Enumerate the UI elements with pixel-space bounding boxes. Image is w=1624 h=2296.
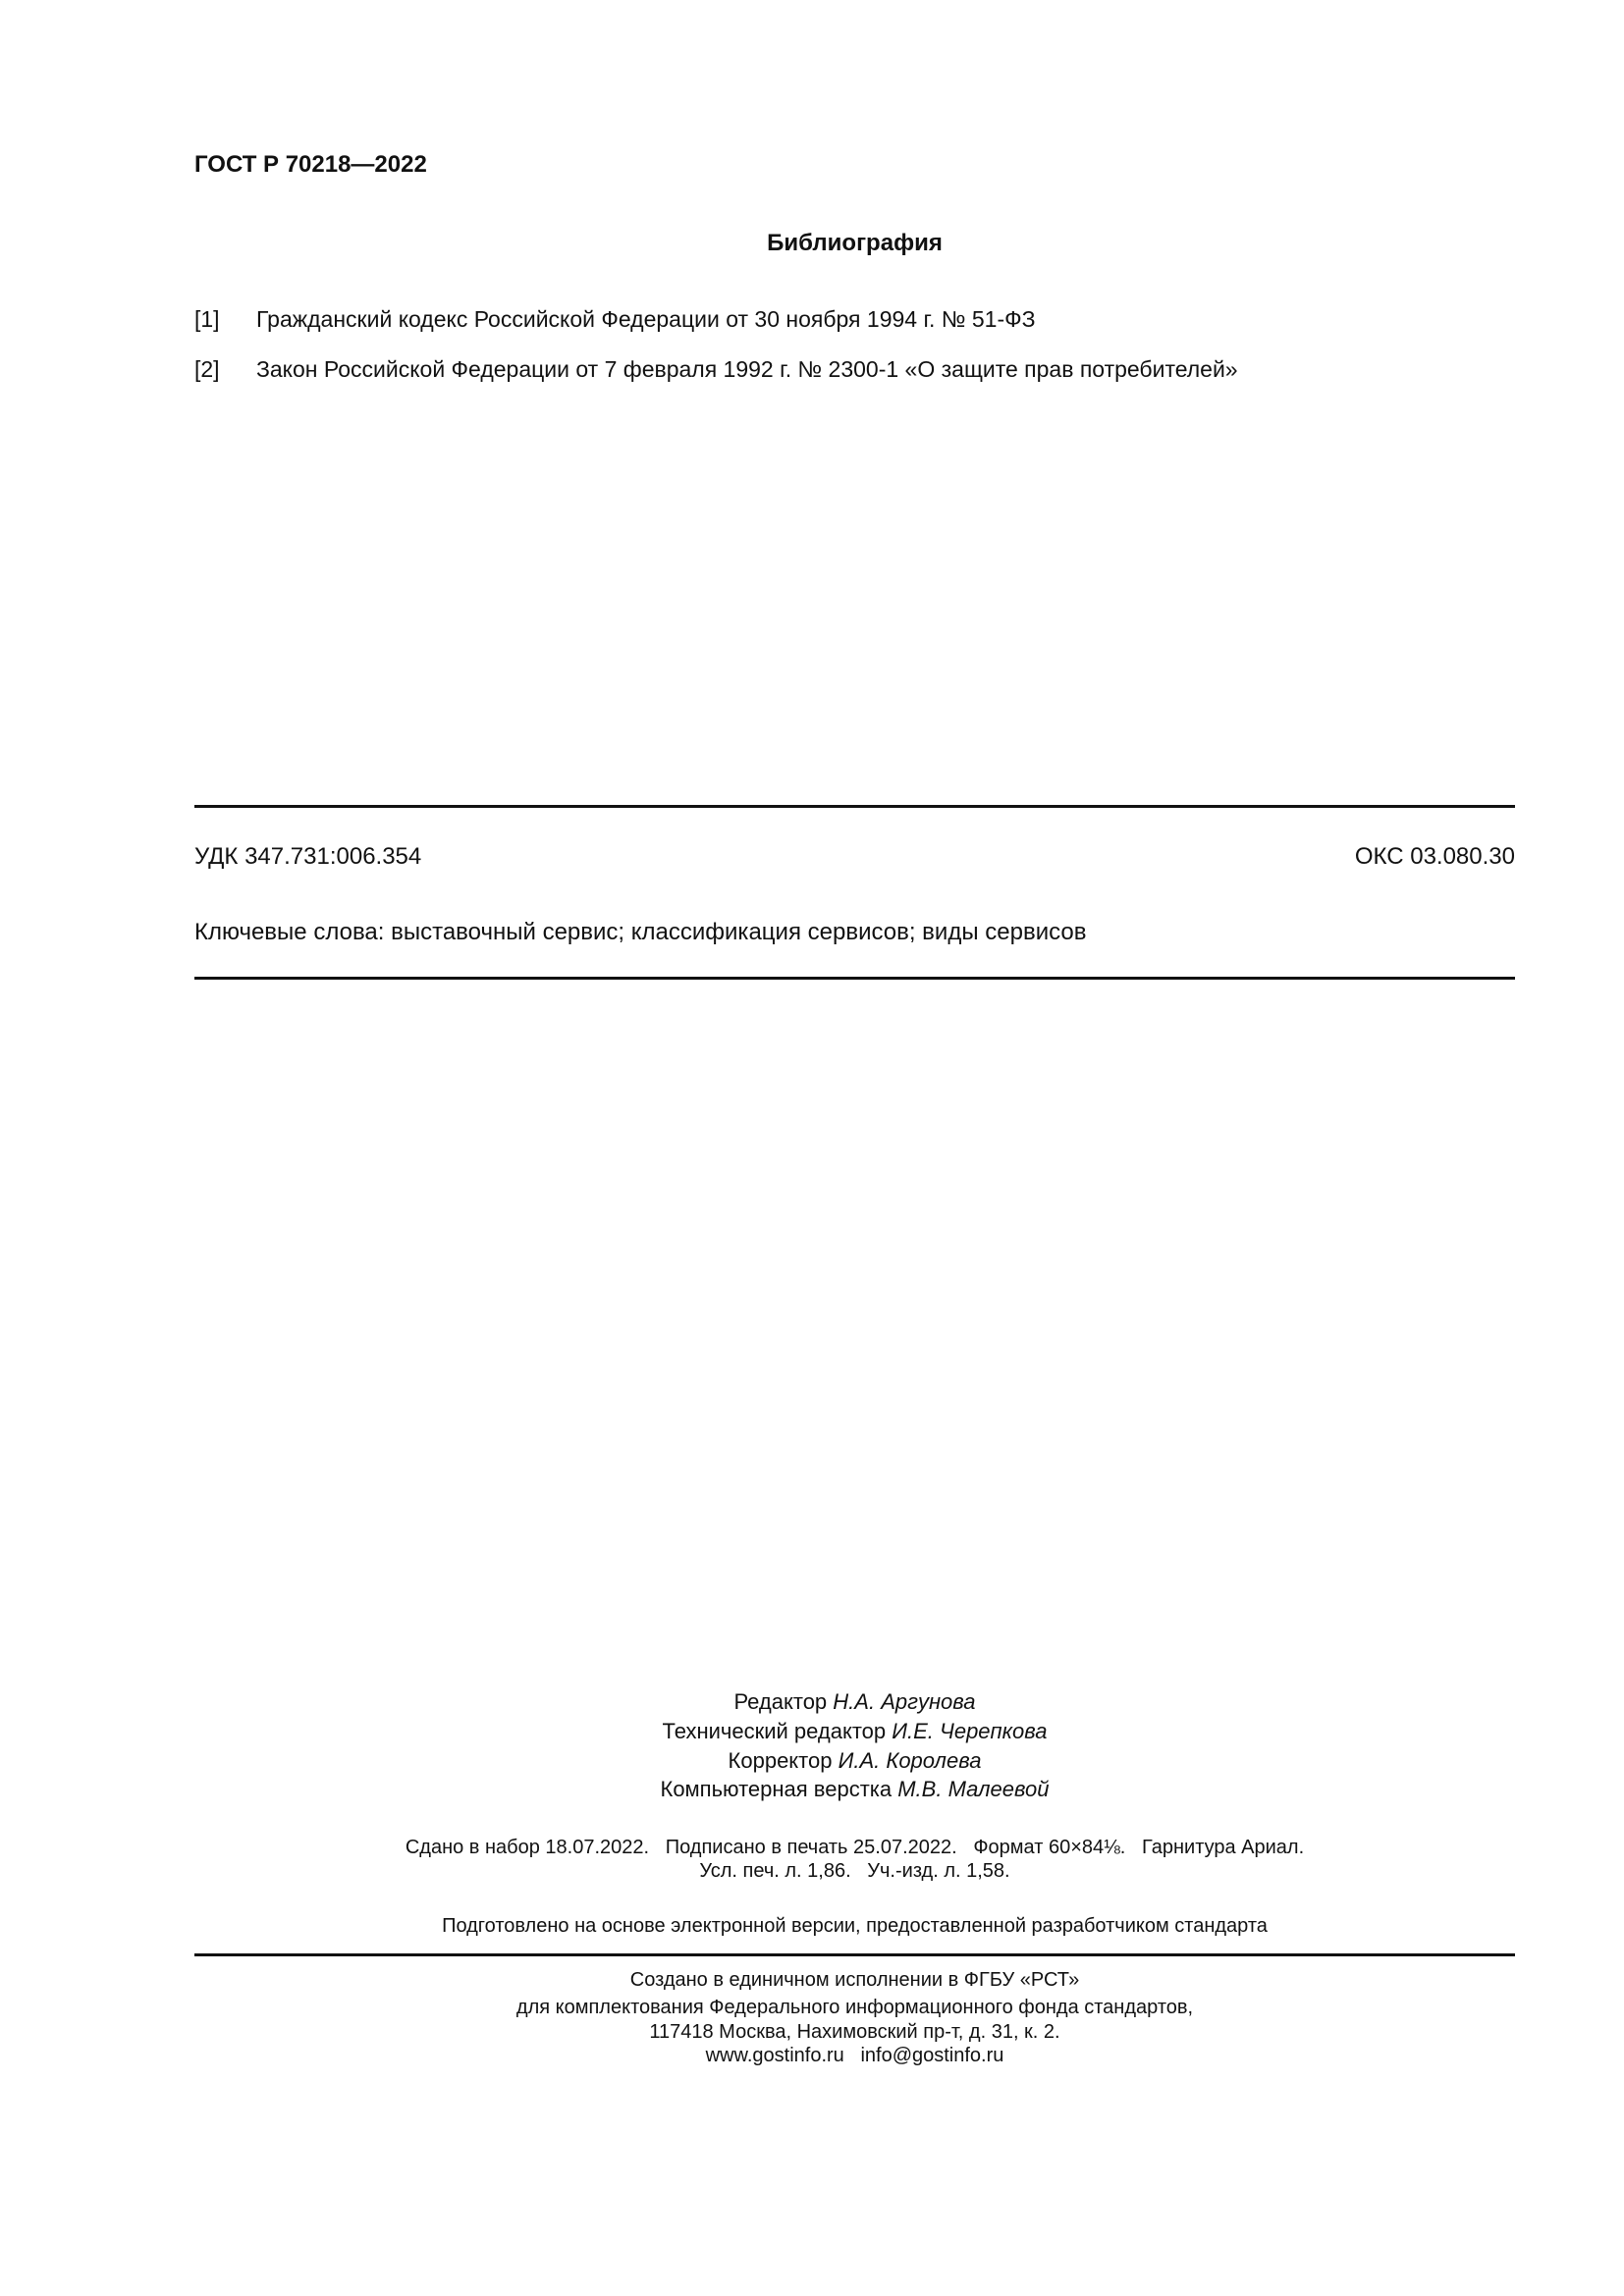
credit-line — [194, 1719, 1515, 1744]
document-id: ГОСТ Р 70218—2022 — [194, 151, 427, 178]
print-info-line: Сдано в набор 18.07.2022. Подписано в печать 25.07.2022. Формат 60×84⅛. Гарнитура Ариал. — [405, 1837, 1305, 1858]
credit-role: Технический редактор — [662, 1719, 887, 1743]
credit-role: Редактор — [733, 1689, 828, 1714]
bibliography-item-text: Гражданский кодекс Российской Федерации от 30 ноября 1994 г. № 51-ФЗ — [256, 306, 1036, 332]
bibliography-item-text: Закон Российской Федерации от 7 февраля 1992 г. № 2300-1 «О защите прав потребителей» — [256, 356, 1238, 382]
credit-line — [194, 1748, 1515, 1774]
bibliography-title: Библиография — [767, 230, 943, 256]
credit-name: И.А. Королева — [838, 1748, 982, 1773]
credit-name: М.В. Малеевой — [897, 1777, 1050, 1801]
credit-line — [194, 1777, 1515, 1802]
publisher-line: для комплектования Федерального информационного фонда стандартов, — [515, 1997, 1194, 2018]
credit-name: И.Е. Черепкова — [892, 1719, 1048, 1743]
publisher-contacts — [194, 2044, 1515, 2067]
credit-line — [194, 1689, 1515, 1715]
divider — [194, 805, 1515, 808]
divider — [194, 977, 1515, 980]
bibliography-item-number: [2] — [194, 356, 220, 382]
credit-role: Компьютерная верстка — [660, 1777, 893, 1801]
email-link[interactable]: info@gostinfo.ru — [860, 2045, 1004, 2066]
credit-name: Н.А. Аргунова — [833, 1689, 976, 1714]
publisher-address: 117418 Москва, Нахимовский пр-т, д. 31, к. 2. — [649, 2021, 1060, 2043]
website-link[interactable]: www.gostinfo.ru — [705, 2045, 844, 2066]
oks-code: ОКС 03.080.30 — [1354, 843, 1515, 870]
credit-role: Корректор — [728, 1748, 833, 1773]
print-info-line: Усл. печ. л. 1,86. Уч.-изд. л. 1,58. — [699, 1860, 1010, 1882]
udk-code: УДК 347.731:006.354 — [194, 843, 422, 870]
divider — [194, 1953, 1515, 1956]
publisher-line: Создано в единичном исполнении в ФГБУ «РСТ» — [629, 1969, 1080, 1991]
bibliography-item-number: [1] — [194, 306, 220, 332]
keywords: Ключевые слова: выставочный сервис; классификация сервисов; виды сервисов — [194, 919, 1087, 945]
prepared-note: Подготовлено на основе электронной версии, предоставленной разработчиком стандарта — [442, 1915, 1268, 1937]
